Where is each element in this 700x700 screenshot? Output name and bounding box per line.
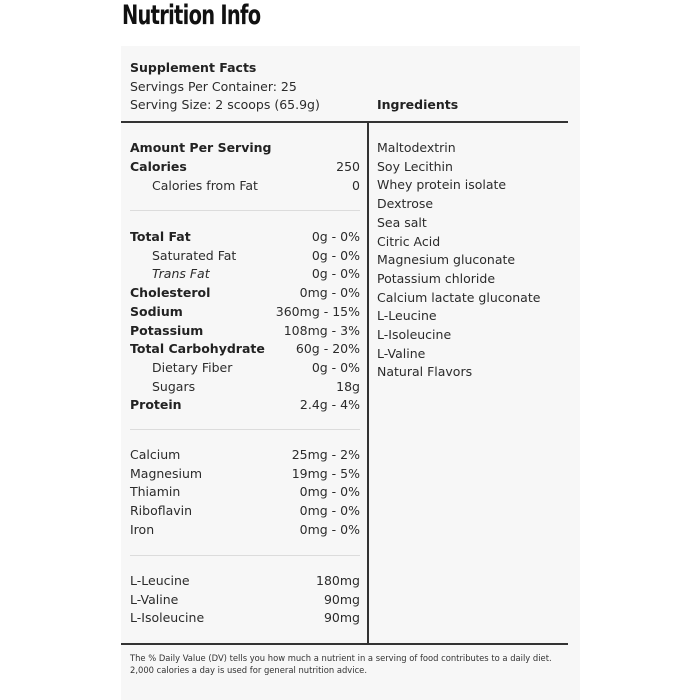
nutrient-name: Dietary Fiber — [152, 359, 233, 375]
nutrient-name: Sugars — [152, 378, 196, 394]
nutrient-value: 25mg - 2% — [291, 447, 360, 462]
nutrient-value: 60g - 20% — [295, 341, 360, 357]
page-title: Nutrition Info — [122, 0, 261, 31]
nutrient-value: 0mg - 0% — [299, 484, 360, 500]
column-divider — [367, 121, 369, 644]
nutrient-name: Calories from Fat — [152, 177, 258, 193]
nutrient-value: 0g - 0% — [311, 247, 360, 263]
nutrient-name: Saturated Fat — [152, 247, 237, 263]
nutrient-value: 0g - 0% — [311, 359, 360, 375]
nutrient-name: Protein — [130, 397, 182, 413]
section-divider — [130, 429, 360, 430]
nutrient-value: 108mg - 3% — [283, 322, 360, 338]
ingredient-item: Citric Acid — [377, 233, 441, 249]
ingredient-item: Magnesium gluconate — [377, 252, 516, 268]
nutrient-value: 0 — [352, 177, 360, 193]
nutrient-value: 90mg — [323, 610, 360, 626]
nutrient-value: 0g - 0% — [311, 266, 360, 282]
ingredient-item: Calcium lactate gluconate — [377, 289, 541, 305]
header-divider — [121, 121, 568, 123]
footnote-line-1: The % Daily Value (DV) tells you how much a nutrient in a serving of food contributes to a daily diet. — [130, 653, 552, 663]
nutrient-name: Calories — [130, 159, 187, 174]
footer-divider — [121, 643, 568, 645]
nutrient-value: 360mg - 15% — [275, 303, 360, 319]
section-divider — [130, 555, 360, 556]
nutrient-name: Riboflavin — [130, 503, 193, 519]
nutrient-name: Calcium — [130, 447, 181, 462]
nutrient-name: Cholesterol — [130, 285, 211, 301]
nutrient-value: 250 — [336, 159, 360, 174]
supplement-facts-heading: Supplement Facts — [130, 60, 257, 75]
nutrient-name: Thiamin — [130, 484, 181, 500]
ingredient-item: Sea salt — [377, 214, 427, 230]
nutrient-name: Trans Fat — [152, 266, 210, 282]
nutrient-name: Iron — [130, 521, 155, 537]
nutrient-value: 0mg - 0% — [299, 521, 360, 537]
ingredient-item: L-Valine — [377, 345, 426, 361]
ingredient-item: L-Leucine — [377, 308, 437, 324]
nutrient-value: 2.4g - 4% — [299, 397, 360, 413]
ingredient-item: Natural Flavors — [377, 364, 473, 380]
nutrient-name: Total Carbohydrate — [130, 341, 265, 357]
ingredient-item: Potassium chloride — [377, 270, 496, 286]
ingredient-item: Soy Lecithin — [377, 158, 453, 174]
nutrient-value: 180mg — [316, 573, 360, 588]
nutrient-name: L-Leucine — [130, 573, 190, 588]
amount-per-serving-label: Amount Per Serving — [130, 140, 272, 155]
nutrient-name: Potassium — [130, 322, 204, 338]
nutrient-name: L-Valine — [130, 591, 179, 607]
nutrient-value: 0mg - 0% — [299, 285, 360, 301]
nutrient-name: Sodium — [130, 303, 183, 319]
nutrient-value: 90mg — [323, 591, 360, 607]
ingredients-heading: Ingredients — [377, 97, 459, 112]
ingredient-item: L-Isoleucine — [377, 327, 452, 342]
section-divider — [130, 210, 360, 211]
ingredient-item: Whey protein isolate — [377, 177, 507, 193]
servings-per-container: Servings Per Container: 25 — [130, 79, 297, 94]
nutrient-value: 0g - 0% — [311, 229, 360, 244]
footnote-line-2: 2,000 calories a day is used for general nutrition advice. — [130, 665, 367, 675]
nutrient-name: L-Isoleucine — [130, 610, 205, 626]
nutrient-value: 0mg - 0% — [299, 503, 360, 519]
ingredient-item: Dextrose — [377, 196, 434, 212]
serving-size: Serving Size: 2 scoops (65.9g) — [130, 97, 320, 112]
ingredient-item: Maltodextrin — [377, 140, 456, 155]
nutrient-name: Magnesium — [130, 465, 203, 481]
nutrient-name: Total Fat — [130, 229, 191, 244]
nutrient-value: 18g — [336, 378, 360, 394]
nutrient-value: 19mg - 5% — [291, 465, 360, 481]
